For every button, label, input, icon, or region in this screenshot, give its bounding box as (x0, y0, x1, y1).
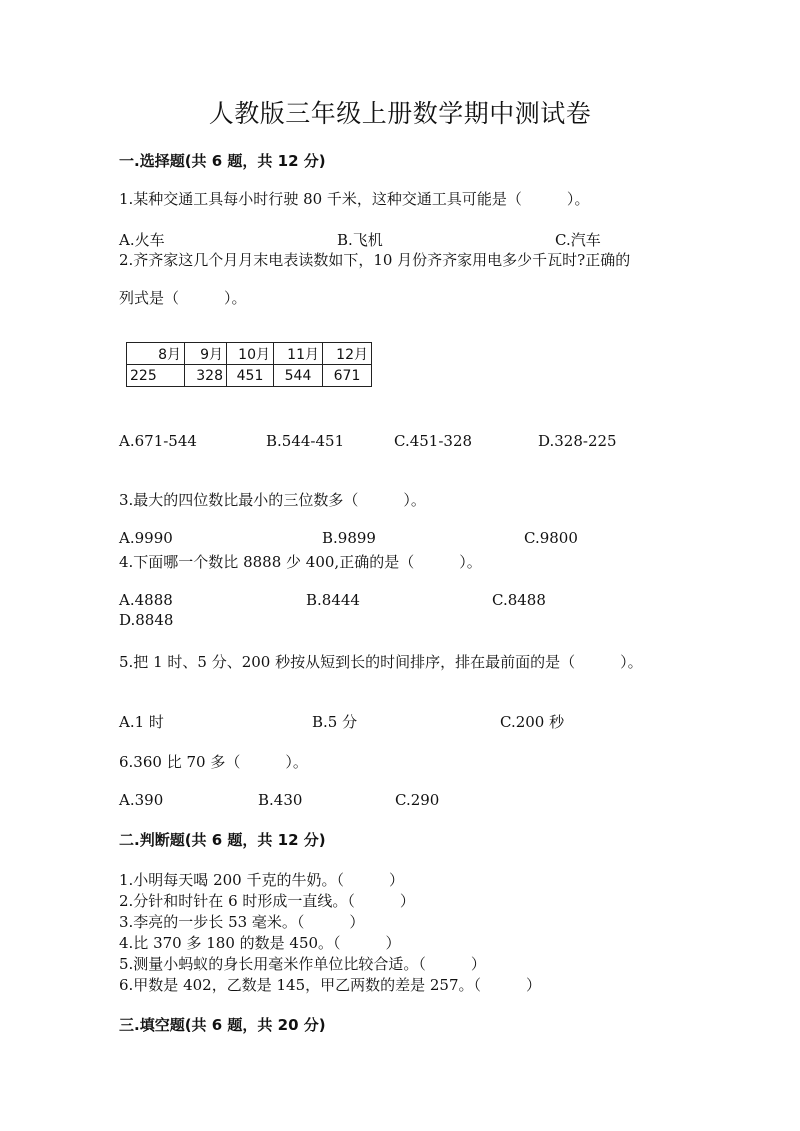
q4-option-a: A.4888 (119, 591, 173, 609)
q2-option-a: A.671-544 (119, 432, 197, 450)
q6-option-a: A.390 (119, 791, 164, 809)
question-2-line-2: 列式是（ ）。 (119, 289, 247, 307)
q5-option-a: A.1 时 (119, 713, 164, 731)
section-heading-judgement: 二.判断题(共 6 题，共 12 分) (119, 831, 326, 849)
section-heading-fill-in: 三.填空题(共 6 题，共 20 分) (119, 1016, 326, 1034)
table-header-cell: 12月 (323, 343, 372, 365)
judgement-item: 1.小明每天喝 200 千克的牛奶。（ ） (119, 871, 404, 889)
q1-option-c: C.汽车 (555, 231, 601, 249)
section-heading-choice: 一.选择题(共 6 题，共 12 分) (119, 152, 326, 170)
table-header-cell: 8月 (127, 343, 185, 365)
question-6: 6.360 比 70 多（ ）。 (119, 753, 308, 771)
table-value-cell: 225 (127, 365, 185, 387)
table-header-cell: 11月 (274, 343, 323, 365)
q5-option-c: C.200 秒 (500, 713, 565, 731)
judgement-item: 6.甲数是 402，乙数是 145，甲乙两数的差是 257。（ ） (119, 976, 542, 994)
q2-option-c: C.451-328 (394, 432, 473, 450)
q3-option-c: C.9800 (524, 529, 578, 547)
judgement-item: 4.比 370 多 180 的数是 450。（ ） (119, 934, 401, 952)
question-3: 3.最大的四位数比最小的三位数多（ ）。 (119, 491, 426, 509)
q4-option-d: D.8848 (119, 611, 174, 629)
q6-option-c: C.290 (395, 791, 440, 809)
table-value-cell: 544 (274, 365, 323, 387)
meter-reading-table (126, 342, 372, 387)
table-value-cell: 671 (323, 365, 372, 387)
q2-option-b: B.544-451 (266, 432, 345, 450)
question-2-line-1: 2.齐齐家这几个月月末电表读数如下，10 月份齐齐家用电多少千瓦时?正确的 (119, 251, 631, 269)
q3-option-a: A.9990 (119, 529, 173, 547)
q1-option-a: A.火车 (119, 231, 165, 249)
judgement-item: 2.分针和时针在 6 时形成一直线。（ ） (119, 892, 415, 910)
judgement-item: 5.测量小蚂蚁的身长用毫米作单位比较合适。（ ） (119, 955, 486, 973)
question-5: 5.把 1 时、5 分、200 秒按从短到长的时间排序，排在最前面的是（ ）。 (119, 653, 643, 671)
question-1: 1.某种交通工具每小时行驶 80 千米，这种交通工具可能是（ ）。 (119, 190, 590, 208)
q6-option-b: B.430 (258, 791, 303, 809)
q5-option-b: B.5 分 (312, 713, 358, 731)
table-value-cell: 328 (185, 365, 227, 387)
judgement-item: 3.李亮的一步长 53 毫米。（ ） (119, 913, 365, 931)
table-header-cell: 9月 (185, 343, 227, 365)
q1-option-b: B.飞机 (337, 231, 383, 249)
q2-option-d: D.328-225 (538, 432, 617, 450)
q4-option-b: B.8444 (306, 591, 360, 609)
q4-option-c: C.8488 (492, 591, 546, 609)
question-4: 4.下面哪一个数比 8888 少 400,正确的是（ ）。 (119, 553, 482, 571)
q3-option-b: B.9899 (322, 529, 376, 547)
table-value-cell: 451 (227, 365, 274, 387)
page-title: 人教版三年级上册数学期中测试卷 (208, 99, 592, 128)
table-header-cell: 10月 (227, 343, 274, 365)
